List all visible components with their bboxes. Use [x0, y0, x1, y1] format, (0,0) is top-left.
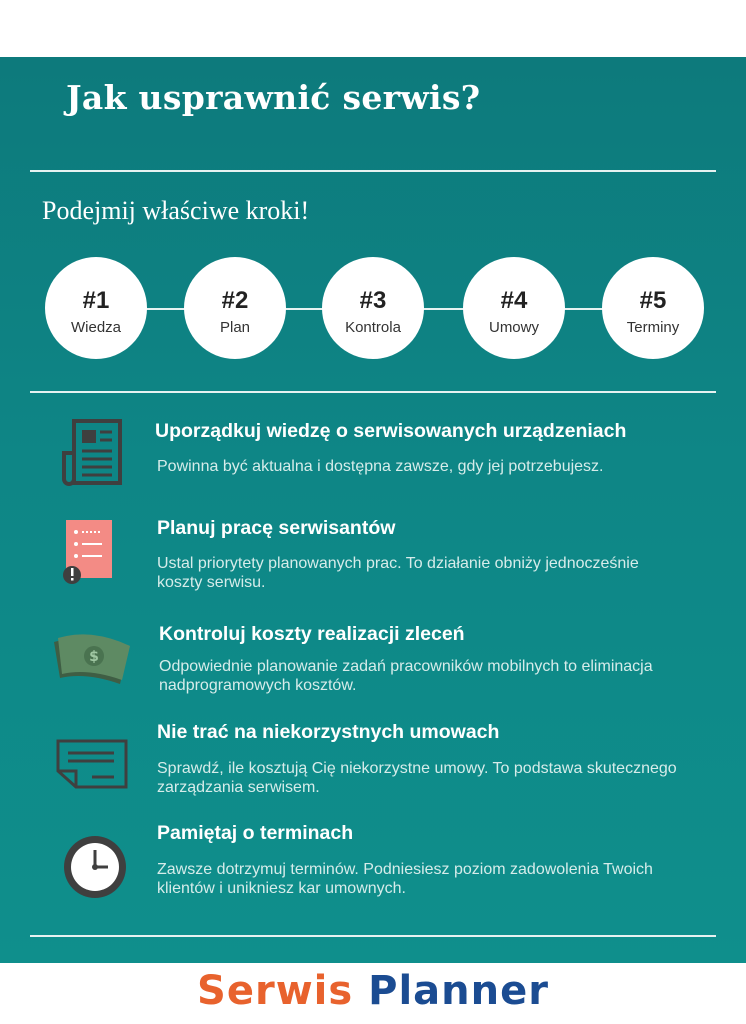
feature-title: Pamiętaj o terminach	[157, 822, 354, 844]
top-margin	[0, 0, 746, 57]
feature-description: Powinna być aktualna i dostępna zawsze, gdy jej potrzebujesz.	[157, 458, 604, 475]
step-label: Wiedza	[70, 319, 122, 336]
step-label: Kontrola	[345, 319, 401, 336]
brand-word-serwis: Serwis	[197, 968, 354, 1014]
money-icon	[50, 628, 134, 690]
infographic-panel	[0, 57, 746, 963]
task-list-icon	[62, 518, 118, 586]
clock-icon	[62, 834, 128, 900]
step-label: Umowy	[488, 319, 539, 336]
step-number: #4	[500, 287, 528, 314]
step-1	[45, 257, 147, 359]
step-number: #5	[639, 287, 667, 314]
divider-top	[30, 170, 716, 172]
page-title: Jak usprawnić serwis?	[66, 78, 481, 117]
feature-description: Sprawdź, ile kosztują Cię niekorzystne umowy. To podstawa skutecznego zarządzania serwisem.	[157, 760, 677, 796]
feature-title: Planuj pracę serwisantów	[157, 517, 396, 539]
step-5	[602, 257, 704, 359]
feature-title: Uporządkuj wiedzę o serwisowanych urządzeniach	[155, 420, 627, 442]
feature-description: Zawsze dotrzymuj terminów. Podniesiesz poziom zadowolenia Twoich klientów i unikniesz kar umownych.	[157, 861, 653, 897]
step-4	[463, 257, 565, 359]
divider-middle	[30, 391, 716, 393]
step-number: #3	[359, 287, 387, 314]
feature-title: Nie trać na niekorzystnych umowach	[157, 721, 500, 743]
documents-icon	[58, 419, 124, 487]
step-number: #2	[221, 287, 249, 314]
step-3	[322, 257, 424, 359]
step-number: #1	[82, 287, 110, 314]
step-2	[184, 257, 286, 359]
step-label: Terminy	[626, 319, 680, 336]
step-label: Plan	[219, 319, 251, 336]
feature-description: Ustal priorytety planowanych prac. To działanie obniży jednocześnie koszty serwisu.	[157, 555, 639, 591]
steps-intro: Podejmij właściwe kroki!	[42, 196, 310, 225]
divider-bottom	[30, 935, 716, 937]
feature-description: Odpowiednie planowanie zadań pracowników mobilnych to eliminacja nadprogramowych kosztów.	[159, 658, 653, 694]
svg-text:$: $	[89, 649, 99, 665]
feature-title: Kontroluj koszty realizacji zleceń	[159, 623, 465, 645]
brand-logo	[0, 968, 746, 1014]
brand-word-planner: Planner	[368, 968, 549, 1014]
contract-icon	[54, 737, 130, 795]
